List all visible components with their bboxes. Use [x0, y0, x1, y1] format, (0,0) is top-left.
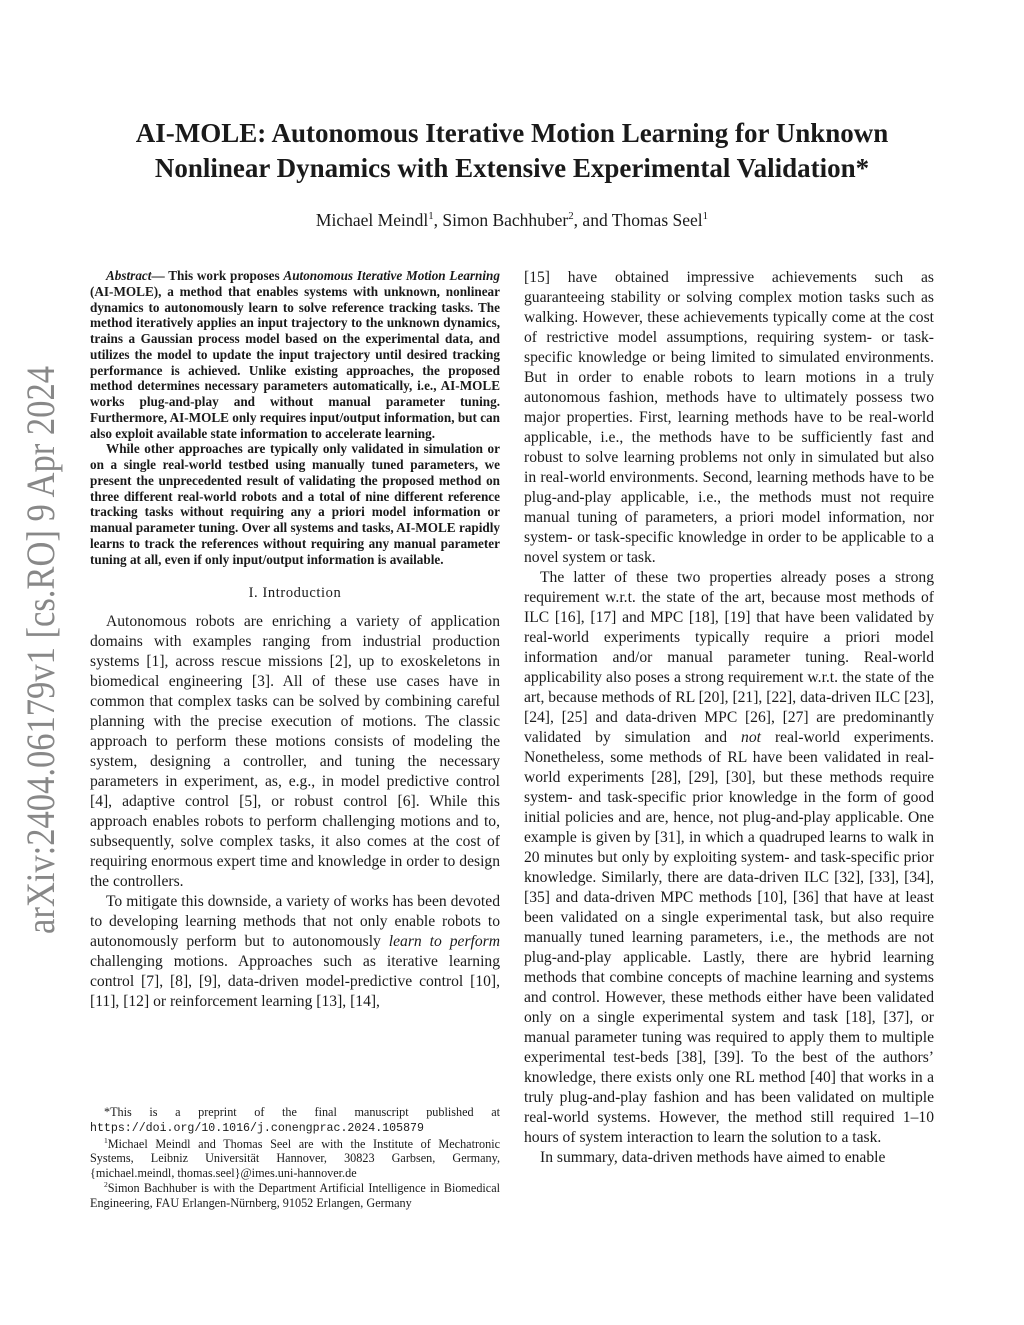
- left-column: [90, 268, 500, 1012]
- abstract-paragraph-1: [90, 268, 500, 441]
- abstract-paragraph-2: While other approaches are typically only validated in simulation or on a single real-world testbed using manually tuned parameters, we present the unprecedented result of validating the proposed method on three different real-world robots and a total of nine different reference tracking tasks without requiring any a priori model information or manual parameter tuning. Over all systems and tasks, AI-MOLE rapidly learns to track the references without requiring any manual parameter tuning at all, even if only input/output information is available.: [90, 441, 500, 567]
- right-paragraph-3: In summary, data-driven methods have aimed to enable: [540, 1149, 886, 1166]
- author-3: Thomas Seel: [611, 210, 703, 230]
- footnote-preprint: [90, 1105, 500, 1137]
- author-separator: ,: [433, 210, 443, 230]
- footnote-marker: 1: [104, 1135, 108, 1145]
- footnotes: [90, 1105, 500, 1211]
- abstract-text: (AI-MOLE), a method that enables systems with unknown, nonlinear dynamics to autonomously learn to solve reference tracking tasks. The method iteratively applies an input trajectory to the unknown dynamics, trains a Gaussian process model based on the experimental data, and utilizes the model to update the input trajectory until desired tracking performance is achieved. Unlike existing approaches, the proposed method determines necessary parameters automatically, i.e., AI-MOLE works plug-and-play and without manual parameter tuning. Furthermore, AI-MOLE only requires input/output information, but can also exploit available state information to accelerate learning.: [90, 283, 500, 441]
- author-1-affiliation: 1: [428, 210, 434, 223]
- paragraph-text: challenging motions. Approaches such as iterative learning control [7], [8], [9], data-driven model-predictive control [10], [11], [12] or reinforcement learning [13], [14],: [90, 953, 500, 1011]
- footnote-text: Michael Meindl and Thomas Seel are with the Institute of Mechatronic Systems, Leibniz Universität Hannover, 30823 Garbsen, Germany, {michael.meindl, thomas.seel}@imes.uni-hannover.de: [90, 1136, 500, 1181]
- footnote-affiliation-2: [90, 1181, 500, 1211]
- title-line-2: Nonlinear Dynamics with Extensive Experimental Validation*: [154, 153, 870, 183]
- paper-title: [90, 116, 934, 186]
- paragraph-text: To mitigate this downside, a variety of works has been devoted to developing learning methods that not only enable robots to autonomously perform but to autonomously: [90, 893, 500, 951]
- abstract-text: This work proposes: [168, 268, 284, 283]
- abstract: [90, 268, 500, 567]
- intro-paragraph-2: [90, 892, 500, 1012]
- footnote-text: *This is a preprint of the final manuscript published at: [104, 1105, 500, 1119]
- section-heading-introduction: I. Introduction: [248, 585, 342, 602]
- intro-paragraph-1: Autonomous robots are enriching a variety of application domains with examples ranging from industrial production systems [1], across rescue missions [2], up to exoskeletons in biomedical engineering [3]. All of these use cases have in common that complex tasks can be solved by combining careful planning with the precise execution of motions. The classic approach to perform these motions consists of modeling the system, designing a controller, and tuning the necessary parameters in experiment, as, e.g., in model predictive control [4], adaptive control [5], or robust control [6]. While this approach enables robots to perform challenging motions and to, subsequently, solve complex tasks, it also comes at the cost of requiring enormous expert time and knowledge in order to design the controllers.: [90, 613, 500, 891]
- right-paragraph-1: [15] have obtained impressive achievements such as guaranteeing stability or solving complex motion tasks such as walking. However, these achievements typically come at the cost of restrictive model assumptions, requiring system- or task-specific knowledge or being limited to simulated environments. But in order to enable robots to learn motions in a truly autonomous fashion, methods have to ultimately possess two major properties. First, learning methods have to be real-world applicable, i.e., the methods have to be sufficiently fast and robust to solve learning problems not only in simulated but also in real-world environments. Second, learning methods have to be plug-and-play applicable, i.e., the methods must not require manual tuning of parameters, a priori model information, nor system- or task-specific knowledge in order to be applicable to a novel system or task.: [524, 269, 934, 566]
- emphasis-text: not: [741, 729, 761, 746]
- author-3-affiliation: 1: [702, 210, 709, 223]
- footnote-affiliation-1: [90, 1137, 500, 1181]
- right-column: [524, 268, 934, 1168]
- footnote-marker: 2: [104, 1179, 108, 1189]
- right-paragraph-2: [524, 568, 934, 1148]
- arxiv-stamp-text: arXiv:2404.06179v1 [cs.RO] 9 Apr 2024: [18, 360, 63, 934]
- author-list: [90, 208, 934, 232]
- author-separator: , and: [573, 210, 612, 230]
- arxiv-stamp: [10, 360, 70, 940]
- paragraph-text: The latter of these two properties already poses a strong requirement w.r.t. the state of the art, because most methods of ILC [16], [17] and MPC [18], [19] that have been validated by real-world experiments typically require a priori model information and/or manual parameter tuning. Real-world applicability also poses a strong requirement w.r.t. the state of the art, because methods of RL [20], [21], [22], data-driven ILC [23], [24], [25] and data-driven MPC [26], [27] are predominantly validated by simulation and: [524, 569, 934, 746]
- emphasis-text: learn to perform: [388, 933, 501, 951]
- abstract-method-name: Autonomous Iterative Motion Learning: [283, 268, 500, 283]
- abstract-label: Abstract: [106, 268, 152, 283]
- paragraph-text: real-world experiments. Nonetheless, some methods of RL have been validated in real-world experiments [28], [29], [30], but these methods require system- and task-specific prior knowledge in the form of good initial policies and are, hence, not plug-and-play applicable. One example is given by [31], in which a quadruped learns to walk in 20 minutes but only by exploiting system- and task-specific prior knowledge. Similarly, there are data-driven ILC [32], [33], [34], [35] and data-driven MPC methods [10], [36] that have at least been validated on a single experimental task, but also require manually tuned learning parameters, i.e., the methods are not plug-and-play applicable. Lastly, there are hybrid learning methods that combine concepts of machine learning and systems and control. However, these methods either have been validated only on a single experimental system and task [18], [37], or manual parameter tuning was required to apply them to multiple experimental test-beds [38], [39]. To the best of the authors’ knowledge, there exists only one RL method [40] that works in a truly plug-and-play fashion and has been validated on multiple real-world systems. However, the method still required 1–10 hours of system interaction to learn the solution to a task.: [524, 729, 934, 1146]
- abstract-dash: —: [151, 268, 169, 283]
- doi-link[interactable]: https://doi.org/10.1016/j.conengprac.2024.105879: [90, 1121, 424, 1135]
- author-2: Simon Bachhuber: [442, 210, 569, 230]
- author-1: Michael Meindl: [315, 210, 429, 230]
- author-2-affiliation: 2: [568, 210, 574, 223]
- footnote-text: Simon Bachhuber is with the Department Artificial Intelligence in Biomedical Engineering, FAU Erlangen-Nürnberg, 91052 Erlangen, Germany: [90, 1180, 500, 1210]
- introduction-body: [90, 612, 500, 1012]
- title-line-1: AI-MOLE: Autonomous Iterative Motion Learning for Unknown: [135, 118, 889, 148]
